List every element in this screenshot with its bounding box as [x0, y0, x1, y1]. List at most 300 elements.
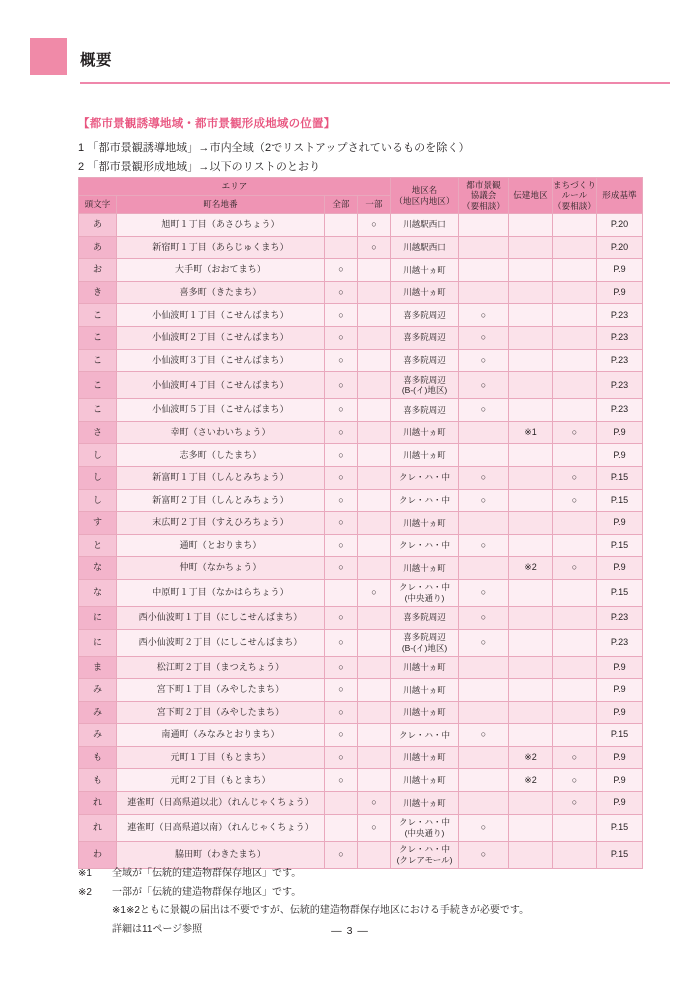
cell-district-name-sub: (中央通り)	[404, 592, 445, 603]
area-table	[78, 177, 643, 869]
cell-council-mark: ○	[459, 814, 509, 841]
cell-all-mark: ○	[325, 629, 358, 656]
cell-town-name: 旭町１丁目（あさひちょう）	[117, 214, 325, 237]
cell-town-name: 幸町（さいわいちょう）	[117, 421, 325, 444]
cell-part-mark: ○	[358, 814, 391, 841]
cell-initial: こ	[79, 349, 117, 372]
cell-all-mark: ○	[325, 399, 358, 422]
cell-district-name: 喜多院周辺	[391, 606, 459, 629]
cell-standard-page: P.15	[597, 579, 643, 606]
cell-rule-mark: ○	[553, 421, 597, 444]
cell-dentate-mark	[509, 512, 553, 535]
cell-town-name: 小仙波町５丁目（こせんばまち）	[117, 399, 325, 422]
cell-rule-mark: ○	[553, 769, 597, 792]
cell-standard-page: P.23	[597, 304, 643, 327]
cell-dentate-mark: ※2	[509, 557, 553, 580]
cell-dentate-mark	[509, 489, 553, 512]
cell-initial: な	[79, 579, 117, 606]
cell-standard-page: P.23	[597, 326, 643, 349]
table-row	[79, 701, 643, 724]
cell-town-name: 宮下町１丁目（みやしたまち）	[117, 679, 325, 702]
cell-part-mark	[358, 656, 391, 679]
cell-standard-page: P.9	[597, 769, 643, 792]
cell-district-name: 川越十ヵ町	[391, 769, 459, 792]
header-divider	[80, 82, 670, 84]
cell-part-mark	[358, 724, 391, 747]
table-row	[79, 326, 643, 349]
cell-district-name-main: クレ・ハ・中	[398, 844, 450, 855]
page-number: ― 3 ―	[331, 925, 369, 937]
cell-district-name-sub: (中央通り)	[404, 827, 445, 838]
cell-initial: す	[79, 512, 117, 535]
cell-initial: に	[79, 629, 117, 656]
cell-council-mark: ○	[459, 629, 509, 656]
cell-initial: わ	[79, 841, 117, 868]
table-row	[79, 724, 643, 747]
cell-initial: な	[79, 557, 117, 580]
cell-part-mark	[358, 372, 391, 399]
cell-part-mark	[358, 444, 391, 467]
cell-part-mark	[358, 629, 391, 656]
cell-district-name: 川越十ヵ町	[391, 444, 459, 467]
cell-town-name: 小仙波町２丁目（こせんばまち）	[117, 326, 325, 349]
table-row	[79, 421, 643, 444]
cell-dentate-mark	[509, 304, 553, 327]
cell-district-name	[391, 579, 459, 606]
cell-all-mark: ○	[325, 724, 358, 747]
header-district-top: 地区名	[411, 184, 438, 195]
cell-district-name: 川越十ヵ町	[391, 701, 459, 724]
cell-initial: こ	[79, 326, 117, 349]
cell-district-name: 喜多院周辺	[391, 326, 459, 349]
cell-rule-mark: ○	[553, 557, 597, 580]
cell-district-name: 川越十ヵ町	[391, 512, 459, 535]
cell-standard-page: P.9	[597, 746, 643, 769]
cell-district-name	[391, 814, 459, 841]
cell-district-name-main: クレ・ハ・中	[398, 582, 450, 593]
page-title: 概要	[80, 52, 113, 69]
cell-town-name: 松江町２丁目（まつえちょう）	[117, 656, 325, 679]
cell-district-name: 川越駅西口	[391, 236, 459, 259]
table-row	[79, 399, 643, 422]
table-row	[79, 259, 643, 282]
table-row	[79, 349, 643, 372]
cell-standard-page: P.9	[597, 557, 643, 580]
cell-initial: ま	[79, 656, 117, 679]
cell-council-mark: ○	[459, 534, 509, 557]
cell-all-mark	[325, 814, 358, 841]
cell-rule-mark	[553, 326, 597, 349]
header-accent-swatch	[30, 38, 67, 75]
table-row	[79, 236, 643, 259]
cell-district-name: 川越十ヵ町	[391, 281, 459, 304]
cell-town-name: 西小仙波町２丁目（にしこせんばまち）	[117, 629, 325, 656]
cell-standard-page: P.23	[597, 399, 643, 422]
cell-district-name: 川越十ヵ町	[391, 792, 459, 815]
cell-dentate-mark: ※2	[509, 769, 553, 792]
cell-standard-page: P.9	[597, 679, 643, 702]
cell-all-mark: ○	[325, 281, 358, 304]
cell-standard-page: P.9	[597, 421, 643, 444]
cell-rule-mark	[553, 701, 597, 724]
cell-district-name: クレ・ハ・中	[391, 489, 459, 512]
table-row	[79, 629, 643, 656]
cell-rule-mark	[553, 259, 597, 282]
cell-rule-mark	[553, 372, 597, 399]
cell-council-mark: ○	[459, 579, 509, 606]
header-district	[391, 178, 459, 214]
cell-all-mark: ○	[325, 444, 358, 467]
cell-rule-mark	[553, 512, 597, 535]
cell-part-mark: ○	[358, 236, 391, 259]
cell-town-name: 喜多町（きたまち）	[117, 281, 325, 304]
cell-town-name: 新宿町１丁目（あらじゅくまち）	[117, 236, 325, 259]
cell-all-mark	[325, 579, 358, 606]
cell-council-mark	[459, 236, 509, 259]
cell-initial: あ	[79, 236, 117, 259]
cell-district-name-main: 喜多院周辺	[403, 631, 446, 642]
cell-town-name: 新富町２丁目（しんとみちょう）	[117, 489, 325, 512]
header-group-area: エリア	[79, 178, 391, 196]
cell-all-mark: ○	[325, 326, 358, 349]
cell-rule-mark	[553, 304, 597, 327]
cell-part-mark	[358, 746, 391, 769]
cell-town-name: 末広町２丁目（すえひろちょう）	[117, 512, 325, 535]
cell-initial: き	[79, 281, 117, 304]
cell-all-mark: ○	[325, 769, 358, 792]
cell-part-mark	[358, 281, 391, 304]
cell-all-mark	[325, 236, 358, 259]
table-header-row-1	[79, 178, 643, 196]
cell-district-name: 川越十ヵ町	[391, 746, 459, 769]
table-row	[79, 512, 643, 535]
cell-dentate-mark	[509, 236, 553, 259]
cell-rule-mark	[553, 281, 597, 304]
cell-dentate-mark: ※1	[509, 421, 553, 444]
cell-initial: あ	[79, 214, 117, 237]
cell-all-mark: ○	[325, 372, 358, 399]
intro-heading: 【都市景観誘導地域・都市景観形成地域の位置】	[78, 118, 336, 130]
cell-all-mark: ○	[325, 512, 358, 535]
cell-initial: れ	[79, 792, 117, 815]
cell-council-mark: ○	[459, 841, 509, 868]
table-row	[79, 792, 643, 815]
cell-part-mark	[358, 769, 391, 792]
cell-district-name: 川越十ヵ町	[391, 259, 459, 282]
cell-council-mark	[459, 769, 509, 792]
cell-dentate-mark	[509, 814, 553, 841]
cell-district-name: 川越十ヵ町	[391, 421, 459, 444]
header-dentate: 伝建地区	[509, 178, 553, 214]
footnote-text: 一部が「伝統的建造物群保存地区」です。	[112, 886, 302, 898]
header-town: 町名地番	[117, 196, 325, 214]
footnote-text: 詳細は11ページ参照	[112, 923, 203, 935]
cell-standard-page: P.9	[597, 792, 643, 815]
header-all: 全部	[325, 196, 358, 214]
table-body	[79, 214, 643, 869]
cell-town-name: 脇田町（わきたまち）	[117, 841, 325, 868]
cell-initial: お	[79, 259, 117, 282]
cell-district-name	[391, 372, 459, 399]
cell-dentate-mark	[509, 656, 553, 679]
cell-district-name: 川越十ヵ町	[391, 679, 459, 702]
cell-initial: こ	[79, 372, 117, 399]
cell-rule-mark	[553, 349, 597, 372]
cell-part-mark	[358, 326, 391, 349]
cell-district-name: 喜多院周辺	[391, 399, 459, 422]
footnote-text: ※1※2ともに景観の届出は不要ですが、伝統的建造物群保存地区における手続きが必要です。	[112, 905, 530, 916]
table-row	[79, 466, 643, 489]
cell-initial: さ	[79, 421, 117, 444]
cell-all-mark: ○	[325, 841, 358, 868]
cell-district-name: クレ・ハ・中	[391, 534, 459, 557]
cell-town-name: 新富町１丁目（しんとみちょう）	[117, 466, 325, 489]
cell-part-mark	[358, 606, 391, 629]
cell-rule-mark	[553, 656, 597, 679]
cell-standard-page: P.15	[597, 534, 643, 557]
cell-initial: し	[79, 489, 117, 512]
cell-council-mark	[459, 259, 509, 282]
cell-council-mark: ○	[459, 304, 509, 327]
cell-town-name: 志多町（したまち）	[117, 444, 325, 467]
cell-all-mark: ○	[325, 746, 358, 769]
cell-council-mark: ○	[459, 326, 509, 349]
cell-council-mark: ○	[459, 372, 509, 399]
table-row	[79, 557, 643, 580]
intro-line-2: 2 「都市景観形成地域」→以下のリストのとおり	[78, 161, 321, 174]
cell-dentate-mark	[509, 444, 553, 467]
cell-initial: こ	[79, 304, 117, 327]
cell-all-mark: ○	[325, 701, 358, 724]
cell-initial: も	[79, 746, 117, 769]
cell-standard-page: P.23	[597, 629, 643, 656]
table-row	[79, 534, 643, 557]
cell-standard-page: P.23	[597, 372, 643, 399]
cell-initial: も	[79, 769, 117, 792]
cell-rule-mark: ○	[553, 466, 597, 489]
intro-block	[78, 115, 678, 178]
cell-part-mark	[358, 534, 391, 557]
cell-dentate-mark	[509, 579, 553, 606]
cell-part-mark: ○	[358, 214, 391, 237]
footnote-text: 全域が「伝統的建造物群保存地区」です。	[112, 868, 302, 879]
cell-town-name: 小仙波町３丁目（こせんばまち）	[117, 349, 325, 372]
cell-rule-mark: ○	[553, 746, 597, 769]
cell-standard-page: P.9	[597, 656, 643, 679]
cell-part-mark	[358, 557, 391, 580]
table-head	[79, 178, 643, 214]
cell-rule-mark	[553, 236, 597, 259]
cell-standard-page: P.9	[597, 701, 643, 724]
cell-dentate-mark: ※2	[509, 746, 553, 769]
cell-standard-page: P.23	[597, 349, 643, 372]
header-rule	[553, 178, 597, 214]
cell-district-name: 喜多院周辺	[391, 349, 459, 372]
cell-town-name: 西小仙波町１丁目（にしこせんばまち）	[117, 606, 325, 629]
cell-council-mark	[459, 746, 509, 769]
cell-dentate-mark	[509, 534, 553, 557]
cell-dentate-mark	[509, 281, 553, 304]
cell-initial: れ	[79, 814, 117, 841]
cell-initial: こ	[79, 399, 117, 422]
cell-part-mark	[358, 349, 391, 372]
cell-all-mark: ○	[325, 304, 358, 327]
cell-part-mark	[358, 489, 391, 512]
page-header	[0, 38, 700, 84]
cell-all-mark: ○	[325, 606, 358, 629]
cell-council-mark	[459, 679, 509, 702]
footnote-marker: ※2	[78, 886, 92, 898]
cell-dentate-mark	[509, 724, 553, 747]
cell-initial: み	[79, 679, 117, 702]
cell-town-name: 連雀町（日高県道以北）（れんじゃくちょう）	[117, 792, 325, 815]
cell-district-name: 喜多院周辺	[391, 304, 459, 327]
cell-rule-mark	[553, 444, 597, 467]
table-row	[79, 656, 643, 679]
table-row	[79, 489, 643, 512]
cell-council-mark: ○	[459, 489, 509, 512]
cell-town-name: 宮下町２丁目（みやしたまち）	[117, 701, 325, 724]
header-standard: 形成基準	[597, 178, 643, 214]
cell-dentate-mark	[509, 792, 553, 815]
cell-standard-page: P.20	[597, 236, 643, 259]
cell-initial: み	[79, 724, 117, 747]
footnote-line	[78, 884, 658, 903]
cell-council-mark: ○	[459, 466, 509, 489]
cell-dentate-mark	[509, 372, 553, 399]
cell-part-mark	[358, 466, 391, 489]
cell-all-mark: ○	[325, 679, 358, 702]
cell-town-name: 南通町（みなみとおりまち）	[117, 724, 325, 747]
cell-district-name	[391, 629, 459, 656]
table-row	[79, 606, 643, 629]
cell-all-mark: ○	[325, 421, 358, 444]
cell-part-mark	[358, 399, 391, 422]
header-council-sub: （要相談）	[461, 200, 505, 211]
cell-part-mark	[358, 259, 391, 282]
cell-council-mark	[459, 557, 509, 580]
cell-all-mark: ○	[325, 489, 358, 512]
cell-part-mark	[358, 512, 391, 535]
cell-part-mark	[358, 421, 391, 444]
cell-district-name: クレ・ハ・中	[391, 466, 459, 489]
cell-standard-page: P.9	[597, 281, 643, 304]
footnote-line	[78, 865, 658, 884]
cell-dentate-mark	[509, 701, 553, 724]
cell-town-name: 中原町１丁目（なかはらちょう）	[117, 579, 325, 606]
footnote-marker: ※1	[78, 868, 92, 879]
cell-district-name: 川越十ヵ町	[391, 557, 459, 580]
cell-council-mark: ○	[459, 724, 509, 747]
table-row	[79, 372, 643, 399]
cell-council-mark: ○	[459, 349, 509, 372]
footnote-line	[78, 902, 658, 921]
cell-standard-page: P.20	[597, 214, 643, 237]
cell-district-name-main: クレ・ハ・中	[398, 817, 450, 828]
cell-council-mark	[459, 444, 509, 467]
cell-town-name: 仲町（なかちょう）	[117, 557, 325, 580]
cell-all-mark: ○	[325, 557, 358, 580]
cell-initial: と	[79, 534, 117, 557]
cell-standard-page: P.15	[597, 489, 643, 512]
cell-standard-page: P.9	[597, 512, 643, 535]
cell-standard-page: P.15	[597, 841, 643, 868]
cell-dentate-mark	[509, 629, 553, 656]
cell-council-mark	[459, 701, 509, 724]
header-council-mid: 協議会	[470, 190, 497, 201]
table-row	[79, 214, 643, 237]
cell-rule-mark	[553, 214, 597, 237]
cell-part-mark: ○	[358, 792, 391, 815]
cell-district-name: クレ・ハ・中	[391, 724, 459, 747]
cell-rule-mark	[553, 724, 597, 747]
cell-standard-page: P.9	[597, 444, 643, 467]
cell-town-name: 小仙波町１丁目（こせんばまち）	[117, 304, 325, 327]
table-row	[79, 579, 643, 606]
cell-initial: に	[79, 606, 117, 629]
cell-part-mark	[358, 701, 391, 724]
cell-council-mark: ○	[459, 606, 509, 629]
cell-rule-mark	[553, 679, 597, 702]
cell-council-mark	[459, 792, 509, 815]
cell-standard-page: P.9	[597, 259, 643, 282]
cell-standard-page: P.15	[597, 724, 643, 747]
table-row	[79, 746, 643, 769]
table-row	[79, 769, 643, 792]
cell-town-name: 小仙波町４丁目（こせんばまち）	[117, 372, 325, 399]
table-row	[79, 444, 643, 467]
cell-rule-mark	[553, 606, 597, 629]
cell-dentate-mark	[509, 466, 553, 489]
cell-dentate-mark	[509, 606, 553, 629]
cell-rule-mark	[553, 579, 597, 606]
cell-town-name: 元町１丁目（もとまち）	[117, 746, 325, 769]
cell-district-name-sub: (B-(イ)地区)	[401, 385, 448, 396]
table-row	[79, 814, 643, 841]
area-table-wrapper	[78, 177, 637, 869]
cell-part-mark	[358, 304, 391, 327]
cell-council-mark	[459, 214, 509, 237]
cell-dentate-mark	[509, 326, 553, 349]
cell-rule-mark	[553, 814, 597, 841]
cell-all-mark: ○	[325, 259, 358, 282]
cell-town-name: 連雀町（日高県道以南）（れんじゃくちょう）	[117, 814, 325, 841]
table-row	[79, 679, 643, 702]
header-part: 一部	[358, 196, 391, 214]
header-council-top: 都市景観	[466, 179, 501, 190]
cell-district-name-main: 喜多院周辺	[403, 374, 446, 385]
cell-initial: み	[79, 701, 117, 724]
cell-town-name: 大手町（おおてまち）	[117, 259, 325, 282]
cell-all-mark	[325, 214, 358, 237]
cell-district-name-sub: (クレアモール)	[396, 854, 453, 865]
header-rule-mid: ルール	[561, 190, 588, 201]
cell-dentate-mark	[509, 349, 553, 372]
header-council	[459, 178, 509, 214]
cell-initial: し	[79, 466, 117, 489]
cell-initial: し	[79, 444, 117, 467]
cell-rule-mark	[553, 534, 597, 557]
cell-dentate-mark	[509, 399, 553, 422]
table-row	[79, 304, 643, 327]
cell-council-mark	[459, 512, 509, 535]
cell-all-mark: ○	[325, 466, 358, 489]
cell-council-mark	[459, 421, 509, 444]
cell-town-name: 通町（とおりまち）	[117, 534, 325, 557]
cell-district-name: 川越駅西口	[391, 214, 459, 237]
cell-dentate-mark	[509, 679, 553, 702]
cell-district-name: 川越十ヵ町	[391, 656, 459, 679]
